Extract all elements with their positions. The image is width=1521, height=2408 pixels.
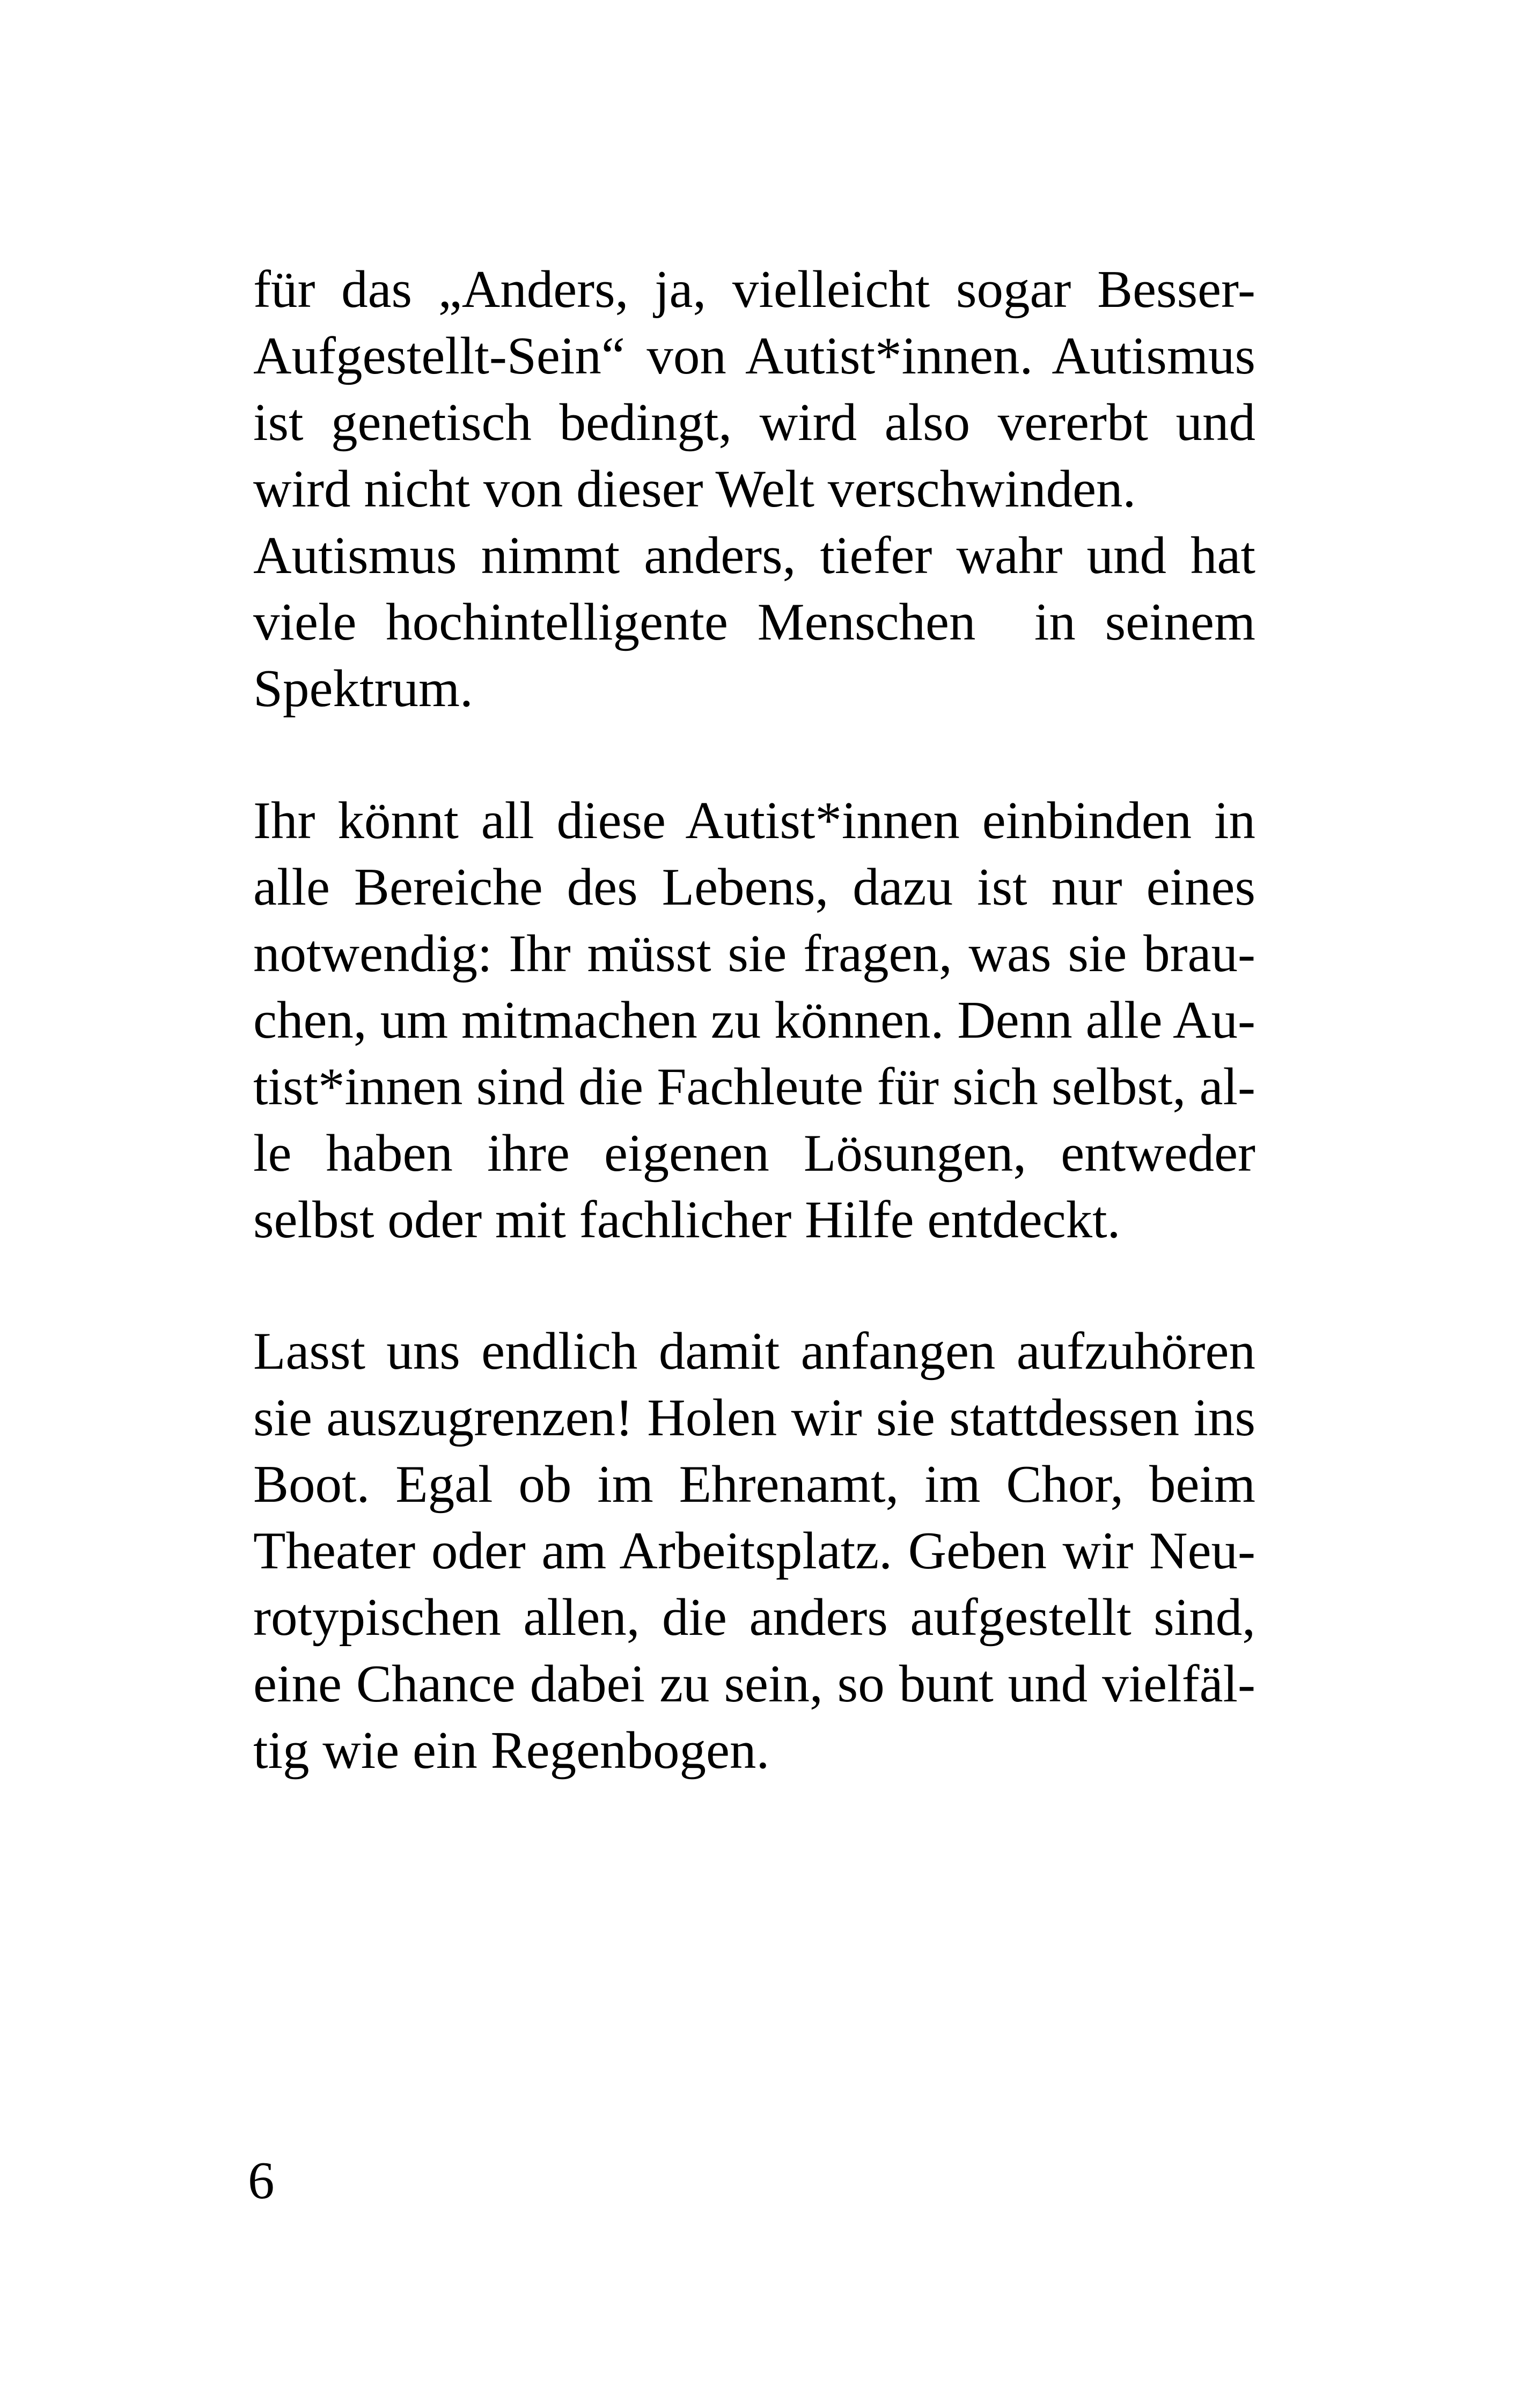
text-line: chen, um mitmachen zu können. Denn alle Au- — [253, 991, 1255, 1049]
paragraph-3 — [253, 1318, 1255, 1784]
text-line: für das „Anders, ja, vielleicht sogar Besser- — [253, 260, 1255, 319]
page-number: 6 — [248, 2152, 275, 2210]
paragraph-1 — [253, 256, 1255, 722]
text-line: Spektrum. — [253, 659, 473, 718]
text-line: Theater oder am Arbeitsplatz. Geben wir Neu- — [253, 1522, 1255, 1580]
text-line: notwendig: Ihr müsst sie fragen, was sie brau- — [253, 924, 1255, 983]
text-line: sie auszugrenzen! Holen wir sie stattdessen ins — [253, 1389, 1255, 1447]
text-line: rotypischen allen, die anders aufgestellt sind, — [253, 1588, 1255, 1647]
text-line: tig wie ein Regenbogen. — [253, 1721, 770, 1780]
text-line: selbst oder mit fachlicher Hilfe entdeckt. — [253, 1191, 1121, 1249]
text-line: ist genetisch bedingt, wird also vererbt und — [253, 393, 1255, 452]
text-line: tist*innen sind die Fachleute für sich selbst, al- — [253, 1058, 1255, 1116]
text-line: Aufgestellt-Sein“ von Autist*innen. Autismus — [253, 327, 1255, 385]
text-line: Autismus nimmt anders, tiefer wahr und hat — [253, 526, 1255, 585]
text-line: Boot. Egal ob im Ehrenamt, im Chor, beim — [253, 1455, 1255, 1514]
text-line: viele hochintelligente Menschen in seinem — [253, 593, 1255, 651]
paragraph-2 — [253, 788, 1255, 1253]
text-line: le haben ihre eigenen Lösungen, entweder — [253, 1124, 1255, 1183]
text-line: eine Chance dabei zu sein, so bunt und vielfäl- — [253, 1655, 1255, 1713]
text-line: wird nicht von dieser Welt verschwinden. — [253, 460, 1136, 518]
text-line: Lasst uns endlich damit anfangen aufzuhören — [253, 1322, 1255, 1381]
text-line: alle Bereiche des Lebens, dazu ist nur eines — [253, 858, 1255, 916]
text-line: Ihr könnt all diese Autist*innen einbinden in — [253, 791, 1255, 850]
